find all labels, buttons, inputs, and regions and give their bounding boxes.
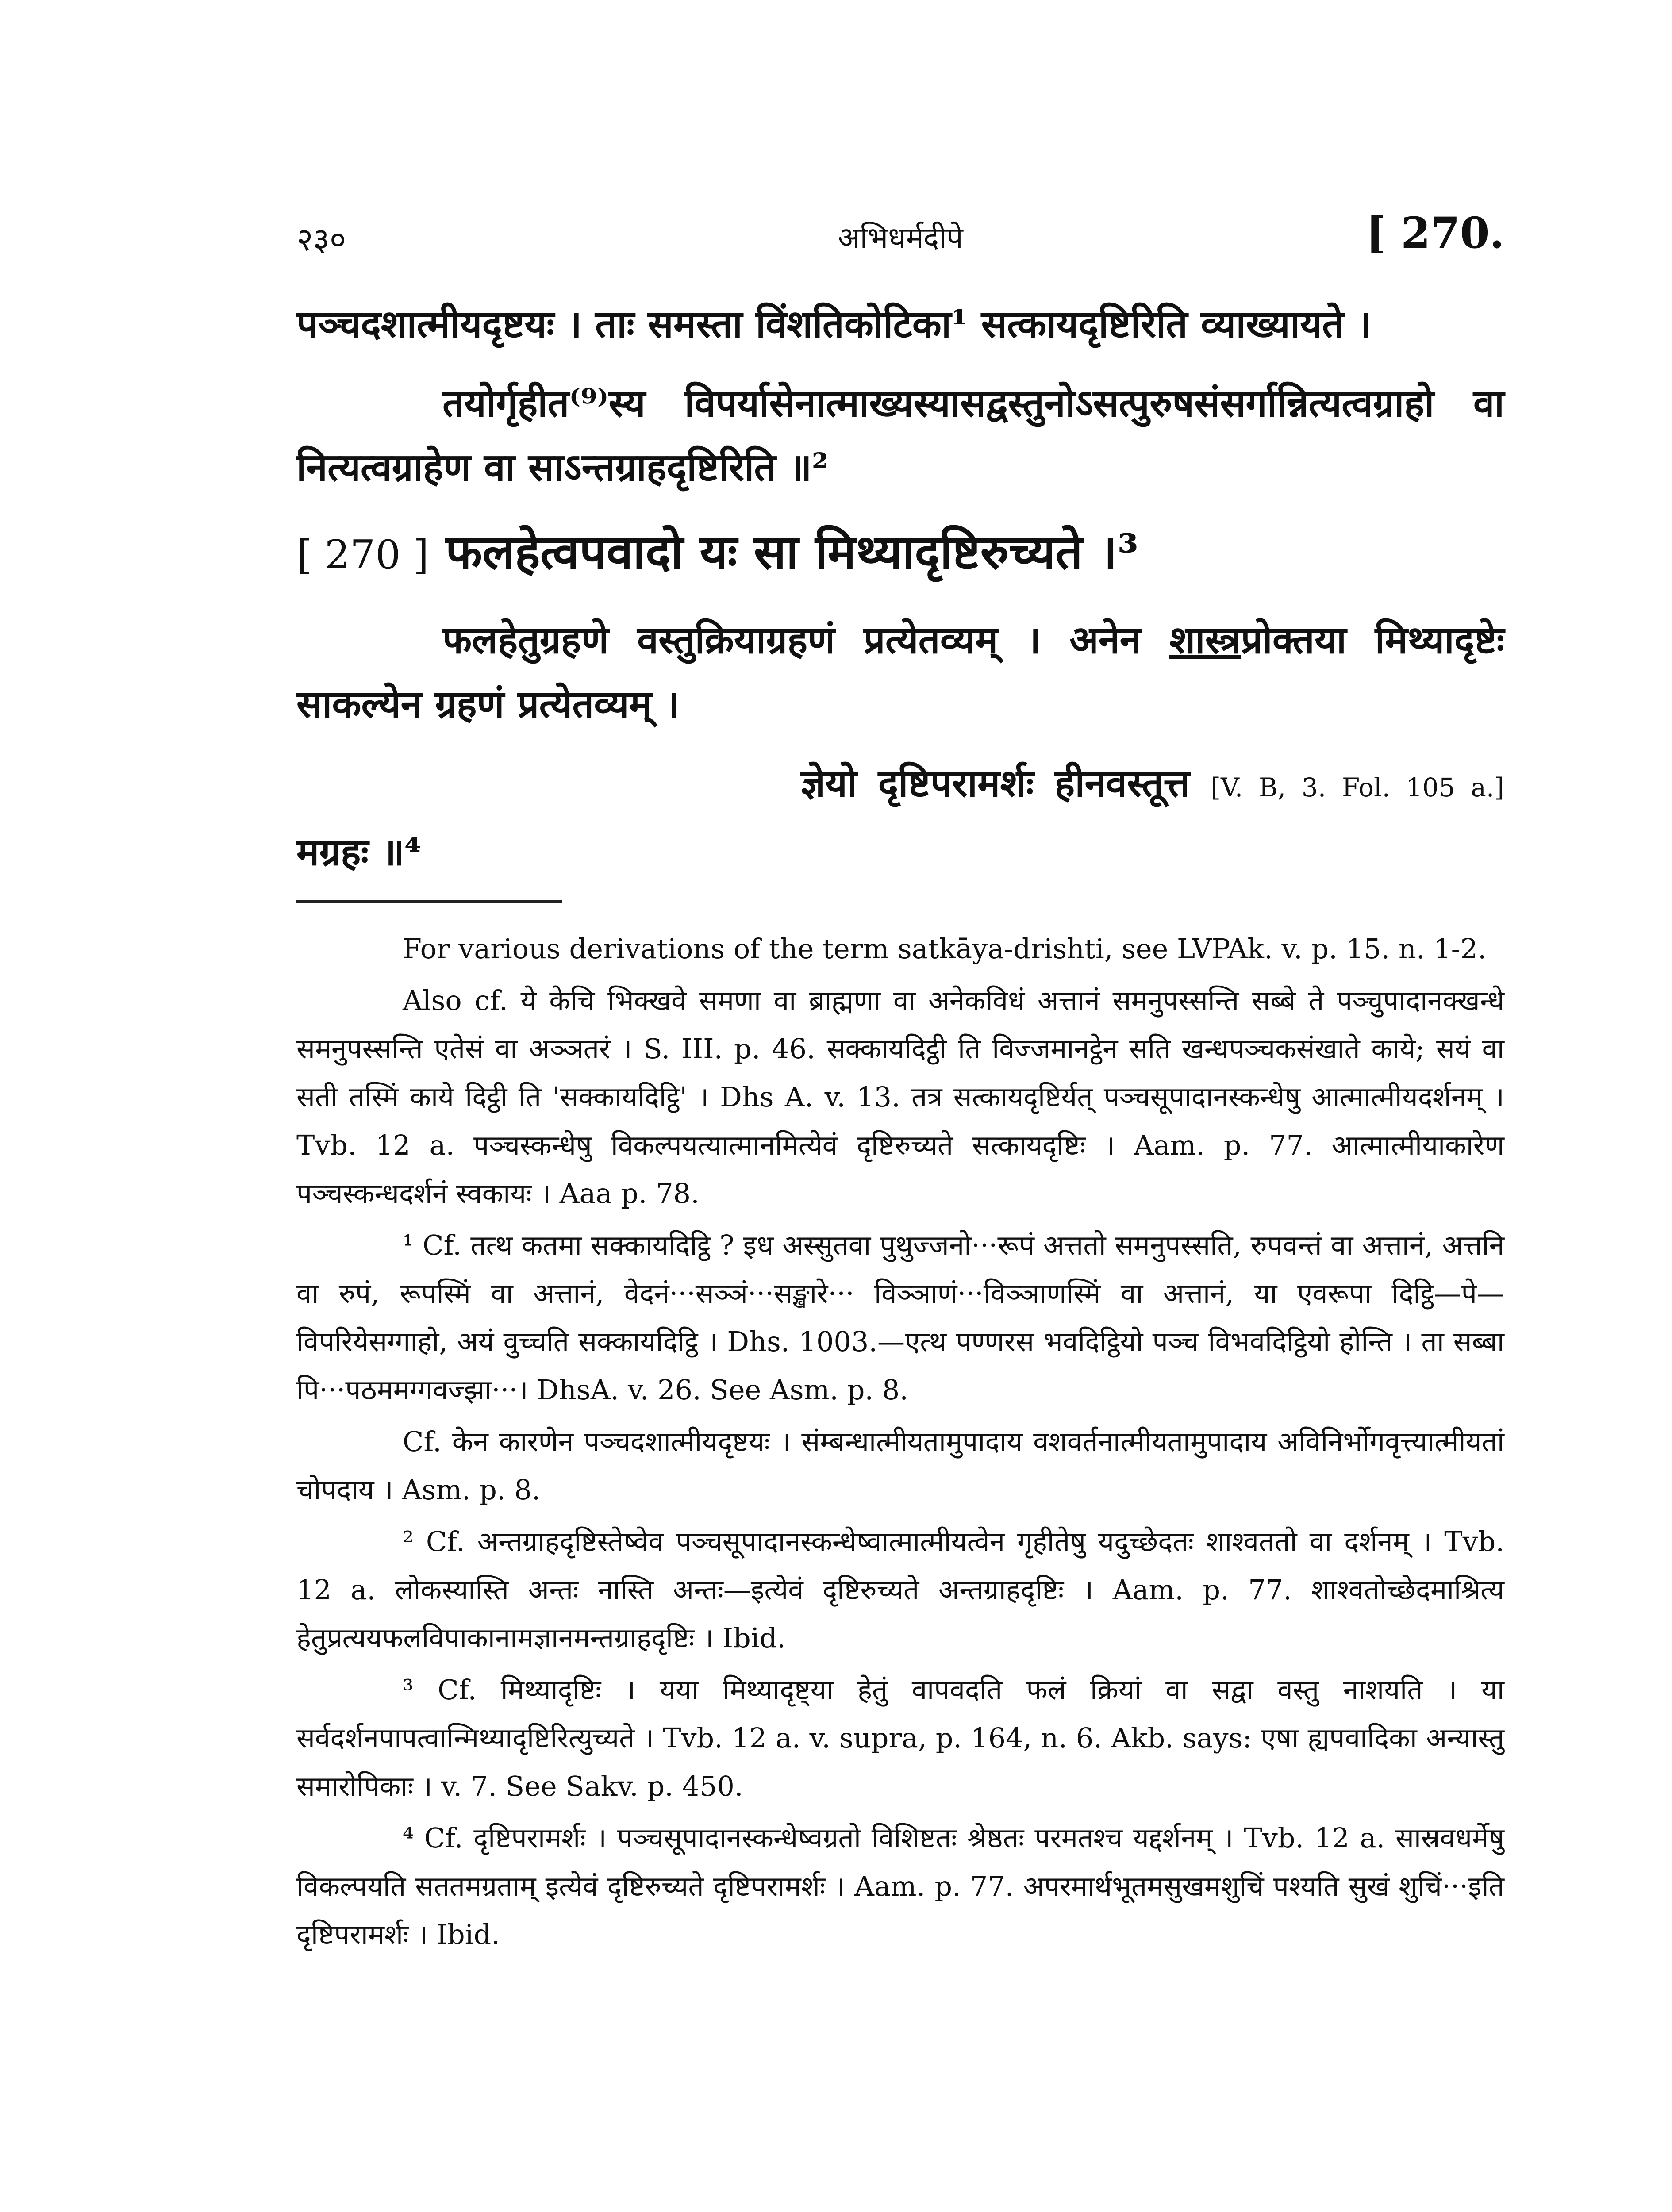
paragraph-3-start: फलहेतुग्रहणे वस्तुक्रियाग्रहणं प्रत्येतव्यम् । अनेन (442, 618, 1141, 662)
footnote-1-cf: Cf. केन कारणेन पञ्चदशात्मीयदृष्टयः । संम्बन्धात्मीयतामुपादाय वशवर्तनात्मीयतामुपादाय अविनिर्भोगवृत्त्यात्मीयतां चोपदाय । Asm. p. 8. (296, 1425, 1504, 1506)
verse-271-start: ज्ञेयो दृष्टिपरामर्शः हीनवस्तूत्त (801, 761, 1190, 806)
page-number: २३० (296, 221, 346, 258)
footnote-1: ¹ Cf. तत्थ कतमा सक्कायदिट्ठि ? इध अस्सुतवा पुथुज्जनो···रूपं अत्ततो समनुपस्सति, रुपवन्तं वा अत्तानं, अत्तनि वा रुपं, रूपस्मिं वा अत्तानं, वेदनं···सञ्ञं···सङ्खारे··· विञ्ञाणं···विञ्ञाणस्मिं वा अत्तानं, या एवरूपा दिट्ठि—पे—विपरियेसग्गाहो, अयं वुच्चति सक्कायदिट्ठि । Dhs. 1003.—एत्थ पण्णरस भवदिट्ठियो पञ्च विभवदिट्ठियो होन्ति । ता सब्बा पि···पठममग्गवज्झा···। DhsA. v. 26. See Asm. p. 8. (296, 1229, 1504, 1406)
verse-270-text: फलहेत्वपवादो यः सा मिथ्यादृष्टिरुच्यते ।³ (445, 524, 1138, 580)
verse-number: [ 270 ] (296, 532, 429, 578)
main-text (296, 292, 1504, 899)
paragraph-2: तयोर्गृहीत⁽⁹⁾स्य विपर्यासेनात्माख्यस्यासद्वस्तुनोऽसत्पुरुषसंसर्गान्नित्यत्वग्राहो वा नित्यत्वग्राहेण वा साऽन्तग्राहदृष्टिरिति ॥² (296, 381, 1504, 490)
paragraph-1: पञ्चदशात्मीयदृष्टयः । ताः समस्ता विंशतिकोटिका¹ सत्कायदृष्टिरिति व्याख्यायते । (296, 302, 1372, 346)
underlined-word: शास्त्र (1169, 618, 1241, 662)
footnote-2: ² Cf. अन्तग्राहदृष्टिस्तेष्वेव पञ्चसूपादानस्कन्धेष्वात्मात्मीयत्वेन गृहीतेषु यदुच्छेदतः शाश्वततो वा दर्शनम् । Tvb. 12 a. लोकस्यास्ति अन्तः नास्ति अन्तः—इत्येवं दृष्टिरुच्यते अन्तग्राहदृष्टिः । Aam. p. 77. शाश्वतोच्छेदमाश्रित्य हेतुप्रत्ययफलविपाकानामज्ञानमन्तग्राहदृष्टिः । Ibid. (296, 1525, 1504, 1654)
paragraph-3 (296, 608, 1504, 736)
page-header (296, 208, 1504, 274)
verse-271-end: मग्रहः ॥⁴ (296, 830, 422, 874)
footnote-4: ⁴ Cf. दृष्टिपरामर्शः । पञ्चसूपादानस्कन्धेष्वग्रतो विशिष्टतः श्रेष्ठतः परमतश्च यद्दर्शनम् । Tvb. 12 a. सास्रवधर्मेषु विकल्पयति सततमग्रताम् इत्येवं दृष्टिरुच्यते दृष्टिपरामर्शः । Aam. p. 77. अपरमार्थभूतमसुखमशुचिं पश्यति सुखं शुचिं···इति दृष्टिपरामर्शः । Ibid. (296, 1822, 1504, 1951)
section-number: [ 270. (1366, 208, 1504, 258)
footnote-intro: For various derivations of the term satkāya-drishti, see LVPAk. v. p. 15. n. 1-2. (403, 933, 1487, 965)
footnote-divider (296, 900, 562, 903)
manuscript-reference: [V. B, 3. Fol. 105 a.] (1211, 772, 1504, 803)
footnote-intro-cf: Also cf. ये केचि भिक्खवे समणा वा ब्राह्मणा वा अनेकविधं अत्तानं समनुपस्सन्ति सब्बे ते पञ्चुपादानक्खन्धे समनुपस्सन्ति एतेसं वा अञ्ञतरं । S. III. p. 46. सक्कायदिट्ठी ति विज्जमानट्ठेन सति खन्धपञ्चकसंखाते काये; सयं वा सती तस्मिं काये दिट्ठी ति 'सक्कायदिट्ठि' । Dhs A. v. 13. तत्र सत्कायदृष्टिर्यत् पञ्चसूपादानस्कन्धेषु आत्मात्मीयदर्शनम् । Tvb. 12 a. पञ्चस्कन्धेषु विकल्पयत्यात्मानमित्येवं दृष्टिरुच्यते सत्कायदृष्टिः । Aam. p. 77. आत्मात्मीयाकारेण पञ्चस्कन्धदर्शनं स्वकायः । Aaa p. 78. (296, 984, 1504, 1210)
verse-271 (296, 751, 1504, 884)
running-title: अभिधर्मदीपे (838, 221, 963, 255)
footnotes (296, 925, 1504, 1962)
verse-270 (296, 515, 1504, 593)
paragraph-3-end: प्रोक्तया मिथ्यादृष्टेः साकल्येन ग्रहणं प्रत्येतव्यम् । (296, 618, 1504, 726)
footnote-3: ³ Cf. मिथ्यादृष्टिः । यया मिथ्यादृष्ट्या हेतुं वापवदति फलं क्रियां वा सद्वा वस्तु नाशयति । या सर्वदर्शनपापत्वान्मिथ्यादृष्टिरित्युच्यते । Tvb. 12 a. v. supra, p. 164, n. 6. Akb. says: एषा ह्यपवादिका अन्यास्तु समारोपिकाः । v. 7. See Sakv. p. 450. (296, 1674, 1504, 1802)
